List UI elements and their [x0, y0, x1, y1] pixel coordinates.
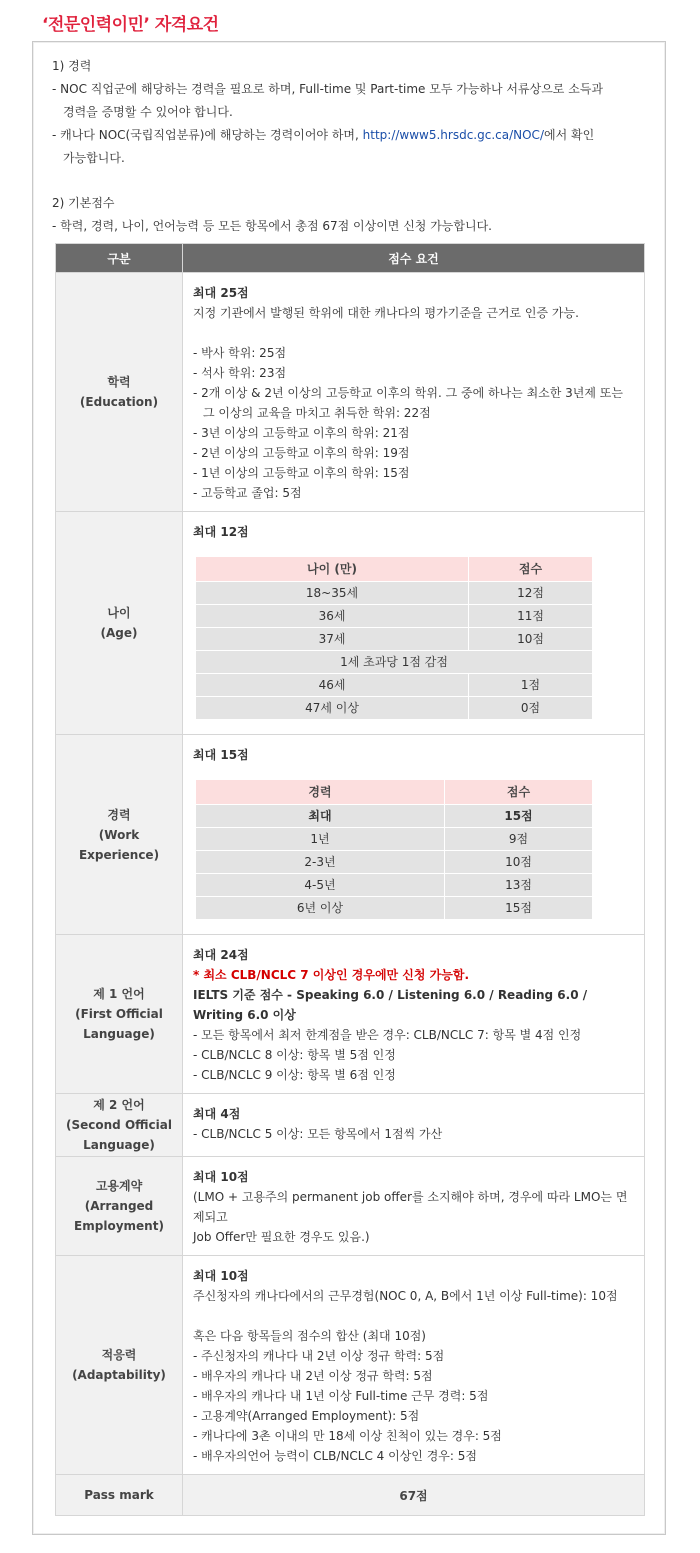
row-pass-mark: [56, 1475, 645, 1516]
career-bullet-1: - NOC 직업군에 해당하는 경력을 필요로 하며, Full-time 및 Part-time 모두 가능하나 서류상으로 소득과: [52, 82, 603, 96]
list-item: - 2개 이상 & 2년 이상의 고등학교 이후의 학위. 그 중에 하나는 최소한 3년제 또는 그 이상의 교육을 마치고 취득한 학위: 22점: [193, 386, 623, 420]
score-bullet-1: - 학력, 경력, 나이, 언어능력 등 모든 항목에서 총점 67점 이상이면 신청 가능합니다.: [52, 219, 492, 233]
table-row: 1년 9점: [196, 828, 593, 851]
category-arranged-employment: 고용계약 (Arranged Employment): [56, 1157, 183, 1256]
row-adaptability: [56, 1256, 645, 1475]
career-bullet-2: - 캐나다 NOC(국립직업분류)에 해당하는 경력이어야 하며, http://www5.hrsdc.gc.ca/NOC/에서 확인: [52, 128, 595, 142]
row-arranged-employment: [56, 1157, 645, 1256]
table-row: 36세 11점: [196, 605, 593, 628]
age-score-header: 점수: [469, 557, 593, 582]
requirements-table: [55, 243, 645, 1516]
list-item: - CLB/NCLC 9 이상: 항목 별 6점 인정: [193, 1068, 396, 1082]
category-age: 나이 (Age): [56, 512, 183, 735]
employment-desc-2: Job Offer만 필요한 경우도 있음.): [193, 1230, 370, 1244]
category-education: 학력 (Education): [56, 273, 183, 512]
table-row: 37세 10점: [196, 628, 593, 651]
list-item: - CLB/NCLC 5 이상: 모든 항목에서 1점씩 가산: [193, 1127, 443, 1141]
list-item: - 1년 이상의 고등학교 이후의 학위: 15점: [193, 466, 410, 480]
list-item: - 캐나다에 3촌 이내의 만 18세 이상 친척이 있는 경우: 5점: [193, 1429, 502, 1443]
adaptability-content: [183, 1256, 645, 1475]
category-second-language: 제 2 언어 (Second Official Language): [56, 1094, 183, 1157]
pass-mark-label: Pass mark: [56, 1475, 183, 1516]
intro-section: [52, 55, 642, 238]
adaptability-or: 혹은 다음 항목들의 점수의 합산 (최대 10점): [193, 1329, 426, 1343]
work-col-header: 경력: [196, 780, 445, 805]
list-item: - 2년 이상의 고등학교 이후의 학위: 19점: [193, 446, 410, 460]
col-category-header: 구분: [56, 244, 183, 273]
pass-mark-value: 67점: [183, 1475, 645, 1516]
row-second-language: [56, 1094, 645, 1157]
age-deduction-row: 1세 초과당 1점 감점: [196, 651, 593, 674]
employment-desc-1: (LMO + 고용주의 permanent job offer를 소지해야 하며, 경우에 따라 LMO는 면제되고: [193, 1190, 628, 1224]
table-header-row: [56, 244, 645, 273]
col-requirement-header: 점수 요건: [183, 244, 645, 273]
list-item: - 고용계약(Arranged Employment): 5점: [193, 1409, 420, 1423]
section-heading-score: 2) 기본점수: [52, 196, 115, 210]
employment-content: [183, 1157, 645, 1256]
career-bullet-1-cont: 경력을 증명할 수 있어야 합니다.: [63, 105, 233, 119]
table-row: 47세 이상 0점: [196, 697, 593, 720]
list-item: - 모든 항목에서 최저 한계점을 받은 경우: CLB/NCLC 7: 항목 별 4점 인정: [193, 1028, 582, 1042]
first-language-max: 최대 24점: [193, 948, 249, 962]
table-row: 6년 이상 15점: [196, 897, 593, 920]
list-item: - 석사 학위: 23점: [193, 366, 287, 380]
table-row: 18~35세 12점: [196, 582, 593, 605]
age-content: [183, 512, 645, 735]
category-adaptability: 적응력 (Adaptability): [56, 1256, 183, 1475]
table-row: 46세 1점: [196, 674, 593, 697]
list-item: - 배우자의 캐나다 내 2년 이상 정규 학력: 5점: [193, 1369, 433, 1383]
category-first-language: 제 1 언어 (First Official Language): [56, 935, 183, 1094]
row-education: [56, 273, 645, 512]
employment-max: 최대 10점: [193, 1170, 249, 1184]
list-item: - 주신청자의 캐나다 내 2년 이상 정규 학력: 5점: [193, 1349, 445, 1363]
ielts-requirement: IELTS 기준 점수 - Speaking 6.0 / Listening 6.0 / Reading 6.0 / Writing 6.0 이상: [193, 988, 588, 1022]
row-first-language: [56, 935, 645, 1094]
education-content: [183, 273, 645, 512]
list-item: - 3년 이상의 고등학교 이후의 학위: 21점: [193, 426, 410, 440]
table-row: 2-3년 10점: [196, 851, 593, 874]
education-max: 최대 25점: [193, 286, 249, 300]
category-work-experience: 경력 (Work Experience): [56, 735, 183, 935]
adaptability-desc: 주신청자의 캐나다에서의 근무경험(NOC 0, A, B에서 1년 이상 Full-time): 10점: [193, 1289, 618, 1303]
work-content: [183, 735, 645, 935]
row-work-experience: [56, 735, 645, 935]
work-max: 최대 15점: [193, 748, 249, 762]
work-table: [195, 779, 593, 920]
work-score-header: 점수: [445, 780, 593, 805]
age-col-header: 나이 (만): [196, 557, 469, 582]
list-item: - CLB/NCLC 8 이상: 항목 별 5점 인정: [193, 1048, 396, 1062]
second-language-content: [183, 1094, 645, 1157]
row-age: [56, 512, 645, 735]
page-title: ‘전문인력이민’ 자격요건: [42, 15, 219, 35]
adaptability-max: 최대 10점: [193, 1269, 249, 1283]
table-row: 최대 15점: [196, 805, 593, 828]
second-language-max: 최대 4점: [193, 1107, 241, 1121]
education-desc: 지정 기관에서 발행된 학위에 대한 캐나다의 평가기준을 근거로 인증 가능.: [193, 306, 579, 320]
list-item: - 배우자의 캐나다 내 1년 이상 Full-time 근무 경력: 5점: [193, 1389, 489, 1403]
age-table: [195, 556, 593, 720]
first-language-note: * 최소 CLB/NCLC 7 이상인 경우에만 신청 가능함.: [193, 968, 470, 982]
noc-link[interactable]: http://www5.hrsdc.gc.ca/NOC/: [362, 128, 544, 142]
table-row: [196, 651, 593, 674]
table-row: 4-5년 13점: [196, 874, 593, 897]
list-item: - 배우자의언어 능력이 CLB/NCLC 4 이상인 경우: 5점: [193, 1449, 477, 1463]
age-max: 최대 12점: [193, 525, 249, 539]
list-item: - 박사 학위: 25점: [193, 346, 287, 360]
list-item: - 고등학교 졸업: 5점: [193, 486, 302, 500]
section-heading-career: 1) 경력: [52, 59, 92, 73]
first-language-content: [183, 935, 645, 1094]
career-bullet-2-cont: 가능합니다.: [63, 151, 125, 165]
